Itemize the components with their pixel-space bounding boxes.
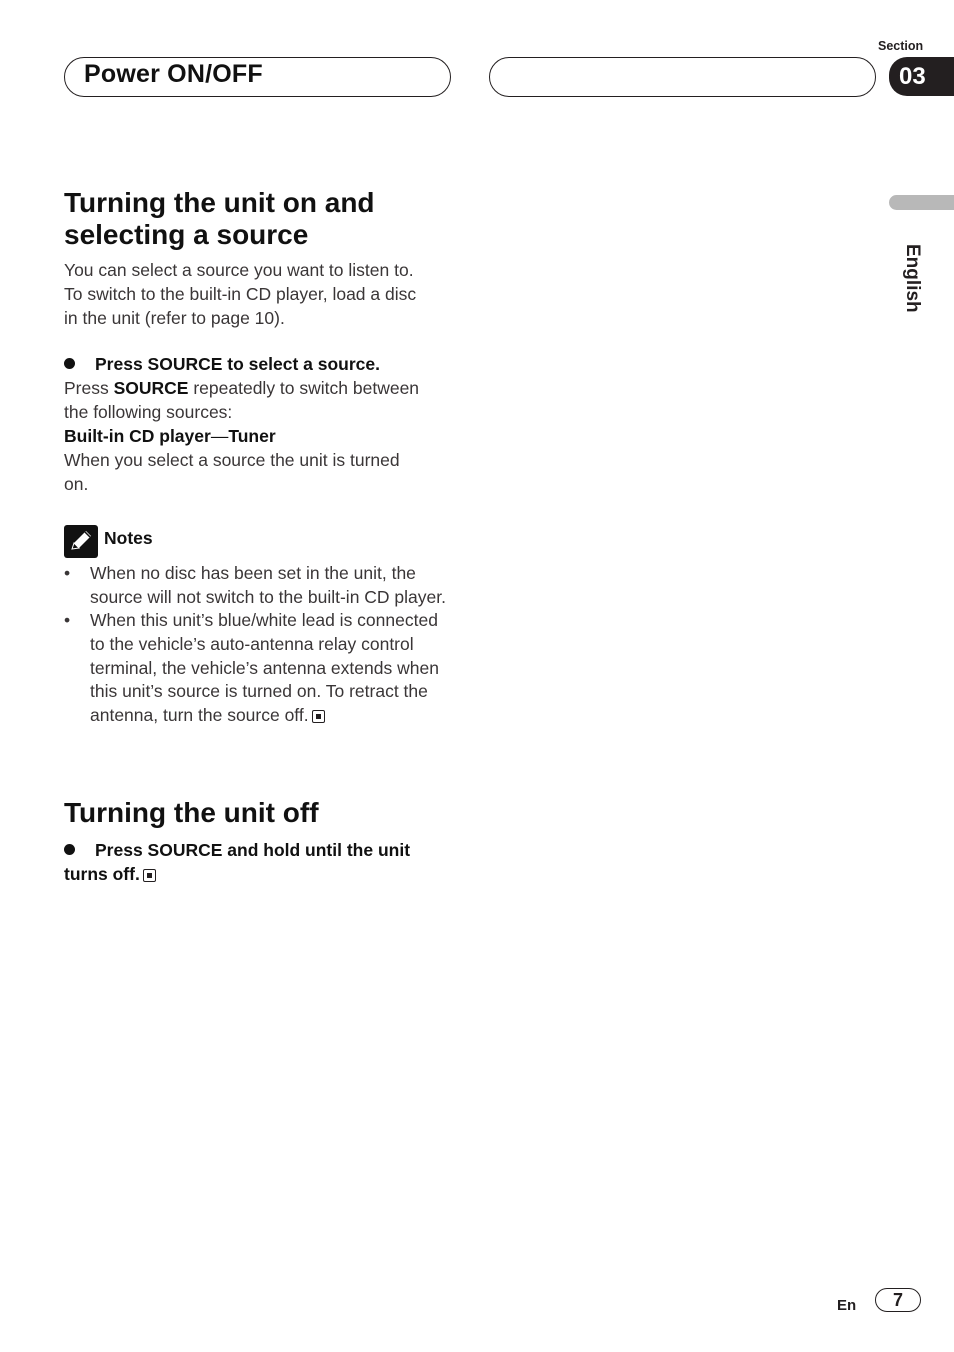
bullet-dot-icon xyxy=(64,844,75,855)
heading-line-2: selecting a source xyxy=(64,219,309,250)
language-code: En xyxy=(837,1297,857,1314)
source-separator: — xyxy=(210,426,229,446)
step-power-off xyxy=(64,839,464,887)
source-keyword: SOURCE xyxy=(113,378,189,398)
note-item-1 xyxy=(64,562,454,610)
section-heading-off: Turning the unit off xyxy=(64,797,319,828)
note-item-2 xyxy=(64,609,454,729)
section-heading-on xyxy=(64,187,375,251)
bullet: • xyxy=(64,610,71,630)
source-list xyxy=(64,425,464,449)
page-title: Power ON/OFF xyxy=(84,60,263,88)
step-body-text: Press xyxy=(64,378,114,398)
note-line: this unit’s source is turned on. To retract the xyxy=(90,681,428,702)
section-label: Section xyxy=(878,39,924,53)
note-line: source will not switch to the built-in CD player. xyxy=(90,586,446,607)
step-body xyxy=(64,377,464,425)
note-line: antenna, turn the source off. xyxy=(90,705,309,726)
page-number: 7 xyxy=(875,1288,921,1312)
language-tab-marker xyxy=(889,195,954,210)
step-text: Press SOURCE to select a source. xyxy=(95,354,380,374)
step-text: turns off. xyxy=(64,863,140,884)
language-label: English xyxy=(902,244,923,313)
bullet-dot-icon xyxy=(64,358,75,369)
after-paragraph xyxy=(64,449,464,497)
intro-line: You can select a source you want to listen to. xyxy=(64,260,414,280)
intro-paragraph xyxy=(64,259,464,330)
notes-title: Notes xyxy=(104,528,153,548)
end-stop-icon xyxy=(143,869,156,882)
pencil-note-icon xyxy=(64,525,98,558)
section-number: 03 xyxy=(889,57,954,96)
end-stop-icon xyxy=(312,710,325,723)
note-line: When this unit’s blue/white lead is connected xyxy=(90,610,438,630)
note-line: terminal, the vehicle’s antenna extends when xyxy=(90,657,439,678)
step-select-source xyxy=(64,353,464,377)
note-line: When no disc has been set in the unit, the xyxy=(90,563,416,583)
step-text: Press SOURCE and hold until the unit xyxy=(95,840,411,860)
source-tuner: Tuner xyxy=(228,426,276,446)
intro-line: in the unit (refer to page 10). xyxy=(64,307,285,328)
after-line: on. xyxy=(64,473,89,494)
note-line: to the vehicle’s auto-antenna relay control xyxy=(90,633,414,654)
intro-line: To switch to the built-in CD player, load a disc xyxy=(64,283,417,304)
step-body-text: repeatedly to switch between xyxy=(188,378,420,398)
source-cd: Built-in CD player xyxy=(64,426,211,446)
step-body-text: the following sources: xyxy=(64,401,233,422)
heading-line-1: Turning the unit on and xyxy=(64,187,375,218)
header-empty-frame xyxy=(489,57,876,97)
after-line: When you select a source the unit is turned xyxy=(64,450,400,470)
bullet: • xyxy=(64,563,71,583)
